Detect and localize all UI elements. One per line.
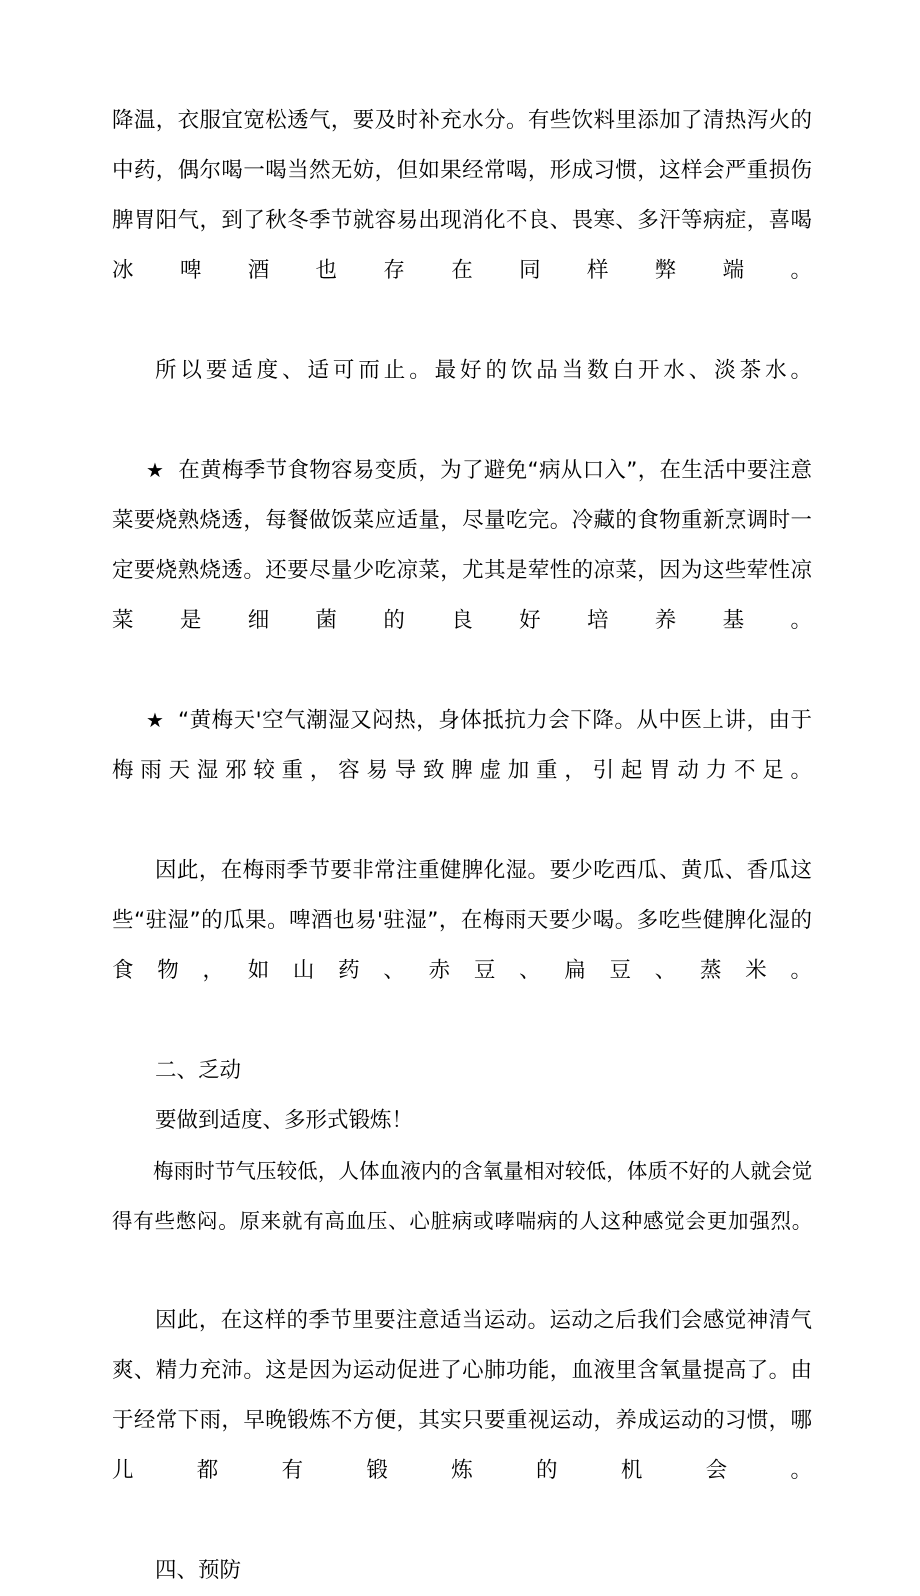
- body-paragraph: 要做到适度、多形式锻炼！: [155, 1108, 414, 1133]
- bullet-paragraph: [112, 446, 812, 696]
- star-bullet-icon: ★: [146, 458, 164, 482]
- body-paragraph: 降温，衣服宜宽松透气，要及时补充水分。有些饮料里添加了清热泻火的中药，偶尔喝一喝当然无妨，但如果经常喝，形成习惯，这样会严重损伤脾胃阳气，到了秋冬季节就容易出现消化不良、畏寒、多汗等病症，喜喝冰啤酒也存在同样弊端。: [112, 108, 812, 283]
- paragraph-text: “黄梅天'空气潮湿又闷热，身体抵抗力会下降。从中医上讲，由于梅雨天湿邪较重，容易导致脾虚加重，引起胃动力不足。: [112, 708, 812, 783]
- star-bullet-icon: ★: [146, 708, 164, 732]
- document-body: [112, 96, 812, 1596]
- body-paragraph: 梅雨时节气压较低，人体血液内的含氧量相对较低，体质不好的人就会觉得有些憋闷。原来就有高血压、心脏病或哮喘病的人这种感觉会更加强烈。: [112, 1159, 812, 1233]
- section-heading: 四、预防: [155, 1558, 242, 1583]
- body-paragraph: 所以要适度、适可而止。最好的饮品当数白开水、淡茶水。: [155, 358, 812, 383]
- body-paragraph: 因此，在梅雨季节要非常注重健脾化湿。要少吃西瓜、黄瓜、香瓜这些“驻湿”的瓜果。啤酒也易'驻湿”，在梅雨天要少喝。多吃些健脾化湿的食物，如山药、赤豆、扁豆、蒸米。: [112, 858, 812, 983]
- section-heading: 二、乏动: [155, 1058, 242, 1083]
- body-paragraph: 因此，在这样的季节里要注意适当运动。运动之后我们会感觉神清气爽、精力充沛。这是因为运动促进了心肺功能，血液里含氧量提高了。由于经常下雨，早晚锻炼不方便，其实只要重视运动，养成运动的习惯，哪儿都有锻炼的机会。: [112, 1308, 812, 1483]
- bullet-paragraph: [112, 696, 812, 846]
- paragraph-text: 在黄梅季节食物容易变质，为了避免“病从口入”，在生活中要注意菜要烧熟烧透，每餐做饭菜应适量，尽量吃完。冷藏的食物重新烹调时一定要烧熟烧透。还要尽量少吃凉菜，尤其是荤性的凉菜，因为这些荤性凉菜是细菌的良好培养基。: [112, 458, 812, 633]
